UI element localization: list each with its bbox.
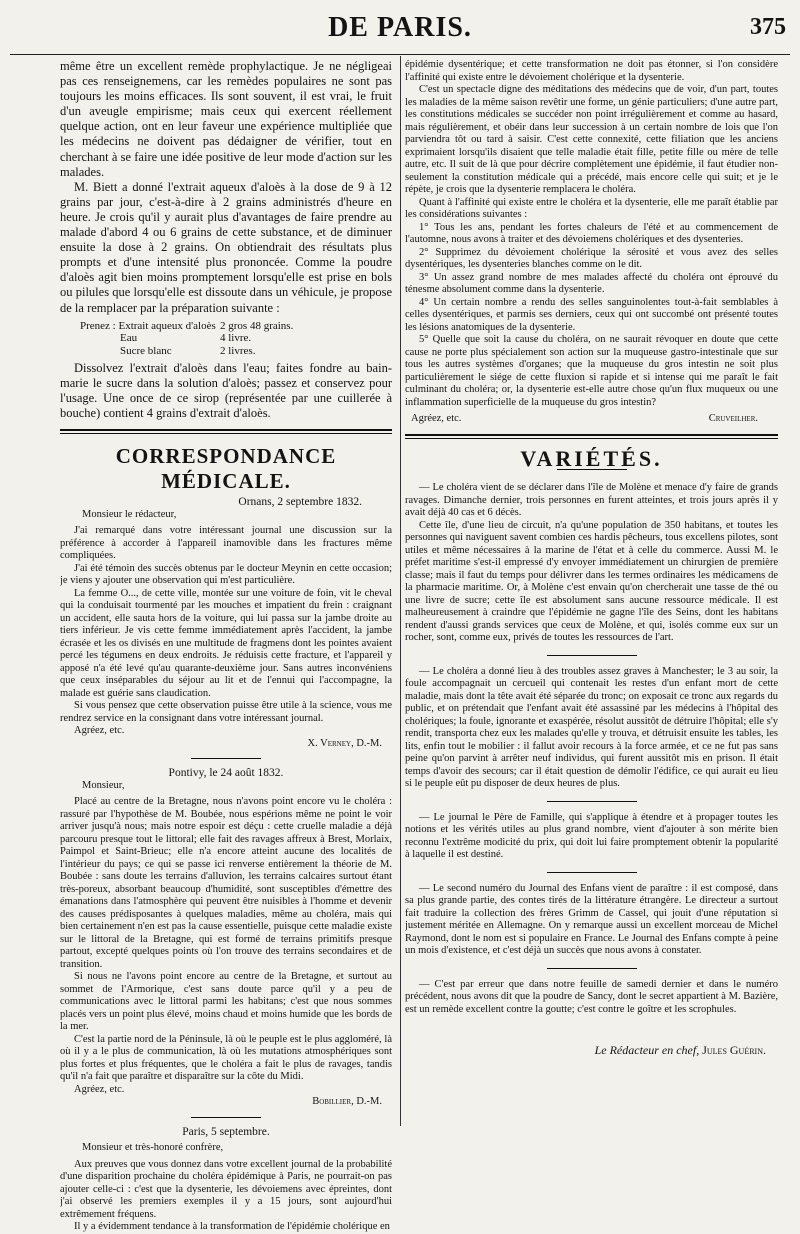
prescription-item: Eau <box>120 332 138 345</box>
letter <box>60 1126 392 1234</box>
signature: Cruveilher. <box>708 413 758 424</box>
list-item: 4° Un certain nombre a rendu des selles sanguinolentes tout-à-fait semblables à celles dysentériques, et parmis ses derniers, ceux qui ont succombé ont présenté toutes les lésions anatomiques de la dysenterie. <box>405 296 778 333</box>
letter <box>60 767 392 1109</box>
prescription-qty: 4 livre. <box>220 332 252 345</box>
salutation: Monsieur et très-honoré confrère, <box>82 1142 224 1154</box>
paragraph: Si vous pensez que cette observation puisse être utile à la science, vous me rendrez service en la consignant dans votre intéressant journal. <box>60 700 392 724</box>
paragraph: C'est la partie nord de la Péninsule, là où le peuple est le plus aggloméré, là où il y a le plus de communication, là où les mutations atmosphériques sont plus fortes et plus fréquentes, que le choléra a fait le plus de ravages, tandis qu'il n'a fait que paraître et disparaître sur la côte du Midi. <box>60 1033 392 1083</box>
paragraph: Quant à l'affinité qui existe entre le choléra et la dysenterie, elle me paraît établie par les considérations suivantes : <box>405 196 778 220</box>
editor-signature <box>405 1044 778 1057</box>
letter-signoff <box>405 413 778 426</box>
paragraph: Dissolvez l'extrait d'aloès dans l'eau; faites fondre au bain-marie le sucre dans la solution d'aloès; passez et conservez pour l'usage. Une once de ce sirop (représentée par une cuillerée à bouche) contient 4 grains d'extrait d'aloès. <box>60 361 392 421</box>
editor-name: Jules Guérin. <box>702 1043 766 1057</box>
section-rule <box>405 438 778 439</box>
divider <box>547 801 637 802</box>
news-item: Cette île, d'une lieu de circuit, n'a qu'une population de 350 habitans, et toutes les personnes qui naviguent savent combien ces hardis pêcheurs, tous excellens pilotes, sont utiles et même nécessaires à la marine de l'état et à celle du commerce. Aussi M. le préfet maritime s'est-il empressé d'y envoyer immédiatement un chirurgien de première classe; mais il faut du temps pour délivrer dans les termes ordinaires les médicamens de la pharmacie maritime. Or, à Molène c'est envain qu'on chercherait une tasse de thé ou une livre de sucre; cette île est absolument sans aucune ressource médicale. Il est malheureusement à craindre que l'épidémie ne gagne l'île des Seins, dont les habitans rendent d'aussi grands services que ceux de Molène, et qui, isolés comme eux sur un rocher, sont, comme eux, privés de toutes les ressources de l'art. <box>405 519 778 643</box>
closing: Agréez, etc. <box>74 725 125 737</box>
news-item: — Le journal le Père de Famille, qui s'applique à étendre et à propager toutes les notions et les vérités utiles au plus grand nombre, vient d'ajouter à son mérite bien reconnu l'extrême modicité du prix, qui doit lui faire promptement obtenir la popularité à laquelle il est destiné. <box>405 811 778 860</box>
news-item: — Le second numéro du Journal des Enfans vient de paraître : il est composé, dans sa plus grande partie, des contes tirés de la littérature étrangère. Le directeur a surtout fait traduire la collection des frères Grimm de Cassel, qui jouit d'une réputation si justement méritée en Allemagne. On y remarque aussi un excellent morceau de Michel Raymond, dont le nom est si populaire en France. Le Journal des Enfans compte à peine un mois d'existence, et c'est déjà un succès que nous avons à constater. <box>405 882 778 956</box>
paragraph: J'ai été témoin des succès obtenus par le docteur Meynin en cette occasion; je viens y ajouter une observation qui m'est particulière. <box>60 562 392 587</box>
section-rule <box>405 434 778 436</box>
paragraph: même être un excellent remède prophylactique. Je ne négligeai pas ces renseignemens, car les remèdes populaires ne sont pas toujours les moins efficaces. Ils sont souvent, il est vrai, le fruit d'un aveugle empirisme; mais ceux qui exercent réellement quelque action, ont en leur faveur une expérience multipliée que les médecins ne doivent pas dédaigner de vérifier, tout en cherchant à se faire une idée positive de leur mode d'action sur les malades. <box>60 59 392 179</box>
section-rule <box>60 429 392 431</box>
news-item: — C'est par erreur que dans notre feuille de samedi dernier et dans le numéro précédent, nous avons dit que la poudre de Sancy, dont le secret appartient à M. Bazière, est un remède excellent contre la goutte; c'est contre le goître et les scrophules. <box>405 978 778 1015</box>
prescription-item: Prenez : Extrait aqueux d'aloès <box>80 319 216 332</box>
prescription-item: Sucre blanc <box>120 344 172 357</box>
right-column <box>405 59 778 1057</box>
paragraph: Si nous ne l'avons point encore au centre de la Bretagne, et surtout au sommet de l'Armorique, c'est sans doute parce qu'il y a peu de communications avec le littoral parmi les habitans; c'est que nous sommes placés vers un point plus élevé, moins chaud et moins humide que les bords de la mer. <box>60 971 392 1033</box>
prescription <box>60 320 392 358</box>
divider <box>191 758 261 759</box>
running-title: DE PARIS. <box>328 12 472 43</box>
paragraph: épidémie dysentérique; et cette transformation ne doit pas étonner, si l'on considère l'affinité qui existe entre le dévoiement cholérique et la dysenterie. <box>405 59 778 83</box>
dateline: Ornans, 2 septembre 1832. <box>238 496 362 509</box>
signature: Bobillier, D.-M. <box>312 1096 382 1108</box>
paragraph: Placé au centre de la Bretagne, nous n'avons point encore vu le choléra : rassuré par l'hypothèse de M. Boubée, nous espérions même ne point le voir arriver jusqu'à nous; mais notre espoir est déçu : cette cruelle maladie a déjà parcouru presque tout le littoral; elle fait des ravages affreux à Brest, Morlaix, Paimpol et Saint-Brieuc; elle n'a encore atteint aucune des localités de l'intérieur du pays; ce qui se passe ici renverse entièrement la théorie de M. Boubée : sans doute les terrains d'alluvion, les terrains calcaires surtout étant très-poreux, absorbant beaucoup d'humidité, sont susceptibles d'émettre des émanations dans l'atmosphère qui peuvent être nuisibles à l'homme et devenir des causes prédisposantes à quelques maladies, même au choléra, mais qui bien certainement n'en est pas la cause essentielle, puisque cette maladie existe sur le littoral de la Bretagne, qui est formé de terrains primitifs presque partout, excepté quelques points où l'on trouve des terrains secondaires et de transition. <box>60 796 392 970</box>
salutation: Monsieur, <box>82 779 125 791</box>
paragraph: M. Biett a donné l'extrait aqueux d'aloès à la dose de 9 à 12 grains par jour, c'est-à-dire à 2 grains administrés d'heure en heure. Je crois qu'il y aurait plus d'avantages de faire prendre au malade d'abord 4 ou 6 grains de cette substance, et de diminuer ensuite la dose à 2 grains. On obtiendrait des résultats plus prompts et d'une intensité plus prononcée. Comme la poudre d'aloès agit bien moins promptement lorsqu'elle est prise en bols ou pilules que lorsqu'elle est dissoute dans un véhicule, je propose de la remplacer par la préparation suivante : <box>60 179 392 315</box>
section-title: VARIÉTÉS. <box>520 445 663 471</box>
paragraph: C'est un spectacle digne des méditations des médecins que de voir, d'un part, toutes les maladies de la même saison revêtir une forme, un génie particuliers; d'une autre part, les constitutions médicales se succéder non point irrégulièrement et comme au hasard, mais régulièrement, et obéir dans leur succession à un certain nombre de lois que l'on parviendra tôt ou tard à saisir. C'est cette connexité, cette filiation que les anciens exprimaient lorsqu'ils disaient que telle maladie était fille, petite fille ou mère de telle autre, etc. Il suit de là que pour décrire complètement une épidémie, il faut étudier non-seulement la constitution médicale qui a précédé, mais encore celle qui suit; et je le répète, je crois que la dysenterie remplacera le choléra. <box>405 84 778 195</box>
header-rule <box>10 54 790 55</box>
list-item: 2° Supprimez du dévoiement cholérique la sérosité et vous avez des selles dysentériques, les dysenteries blanches comme on le dit. <box>405 246 778 270</box>
page-number: 375 <box>750 14 786 40</box>
section-title: CORRESPONDANCE MÉDICALE. <box>115 444 337 494</box>
letter <box>60 496 392 750</box>
news-item: — Le choléra a donné lieu à des troubles assez graves à Manchester; le 3 au soir, la foule accompagnait un cercueil qui contenait les restes d'un enfant mort de cette maladie, mais dont la tête avait été séparée du tronc; on exposait ce tronc aux regards du public, et on prétendait que l'enfant avait été assassiné par les médecins à l'hôpital des cholériques; la foule, ignorante et exaspérée, résolut aussitôt de détruire l'hôpital; elle s'y rendit, transporta chez eux les malades qu'elle y trouva, et détruisit ensuite les tables, les lits, enfin tout le mobilier : il fallut avoir recours à la force armée, et ce ne fut pas sans peine qu'on parvint à arrêter neuf individus, qui furent aussitôt mis en prison. Il était temps d'avoir des secours; car il était question de démolir l'édifice, ce qui aurait eu lieu si le peuple eût pu disposer de deux heures de plus. <box>405 665 778 789</box>
list-item: 1° Tous les ans, pendant les fortes chaleurs de l'été et au commencement de l'automne, nous avons à traiter et des dévoiemens cholériques et des dysenteries. <box>405 221 778 245</box>
left-column <box>60 59 392 1234</box>
paragraph: Aux preuves que vous donnez dans votre excellent journal de la probabilité d'une disparition prochaine du choléra épidémique à Paris, ne pourrait-on pas ajouter celle-ci : c'est que la dysenterie, les dévoiemens avec épreintes, dont j'ai observé les premiers exemples il y a 15 jours, sont aujourd'hui extrêmement fréquens. <box>60 1158 392 1220</box>
salutation: Monsieur le rédacteur, <box>82 508 177 520</box>
dateline: Pontivy, le 24 août 1832. <box>168 767 284 780</box>
prescription-qty: 2 livres. <box>220 344 256 357</box>
paragraph: Il y a évidemment tendance à la transformation de l'épidémie cholérique en <box>74 1221 390 1233</box>
news-item: — Le choléra vient de se déclarer dans l'île de Molène et menace d'y faire de grands ravages. Dimanche dernier, trois personnes en furent atteintes, et trois jours après il y avait déjà 40 cas et 6 décès. <box>405 482 778 518</box>
paragraph: J'ai remarqué dans votre intéressant journal une discussion sur la préférence à accorder à l'appareil inamovible dans les fractures même compliquées. <box>60 525 392 562</box>
list-item: 3° Un assez grand nombre de mes malades affecté du choléra ont éprouvé du ténesme absolument comme dans la dysenterie. <box>405 271 778 295</box>
page-header <box>0 0 800 46</box>
closing: Agréez, etc. <box>74 1083 125 1095</box>
list-item: 5° Quelle que soit la cause du choléra, on ne saurait révoquer en doute que cette cause ne porte plus spécialement son action sur la muqueuse gastro-intestinale que sur tous les autres systèmes d'organes; que la muqueuse du gros intestin ne soit plus particulièrement le siége de cette fluxion si rapide et si intense qui me paraît le fait culminant du choléra; or, la dysenterie est-elle autre chose qu'un flux muqueux ou une inflammation superficielle de la muqueuse du gros intestin? <box>405 334 778 408</box>
column-divider <box>400 56 401 1126</box>
divider <box>191 1117 261 1118</box>
closing: Agréez, etc. <box>411 413 462 424</box>
editor-role: Le Rédacteur en chef, <box>594 1043 700 1057</box>
divider <box>547 655 637 656</box>
section-rule <box>60 433 392 434</box>
dateline: Paris, 5 septembre. <box>182 1125 270 1138</box>
paragraph: La femme O..., de cette ville, montée sur une voiture de foin, vit le cheval qui la conduisait tourmenté par les mouches et impatient du frein : craignant un accident, elle sauta hors de la voiture, qui lui passa sur la jambe droite au tiers inférieur. Je vis cette femme immédiatement après l'accident, la jambe écrasée et les os divisés en une multitude de fragmens dont les pointes avaient percé les tégumens en deux endroits. Je réduisis cette fracture, et l'appareil y apposé n'a été levé qu'au quarante-deuxième jour. Sans autres inconvéniens que ceux inséparables du séjour au lit et de l'ennui qui l'accompagne, la malade est guérie sans claudication. <box>60 587 392 699</box>
signature: X. Verney, D.-M. <box>307 737 382 749</box>
divider <box>547 968 637 969</box>
divider <box>547 872 637 873</box>
prescription-qty: 2 gros 48 grains. <box>220 319 294 332</box>
